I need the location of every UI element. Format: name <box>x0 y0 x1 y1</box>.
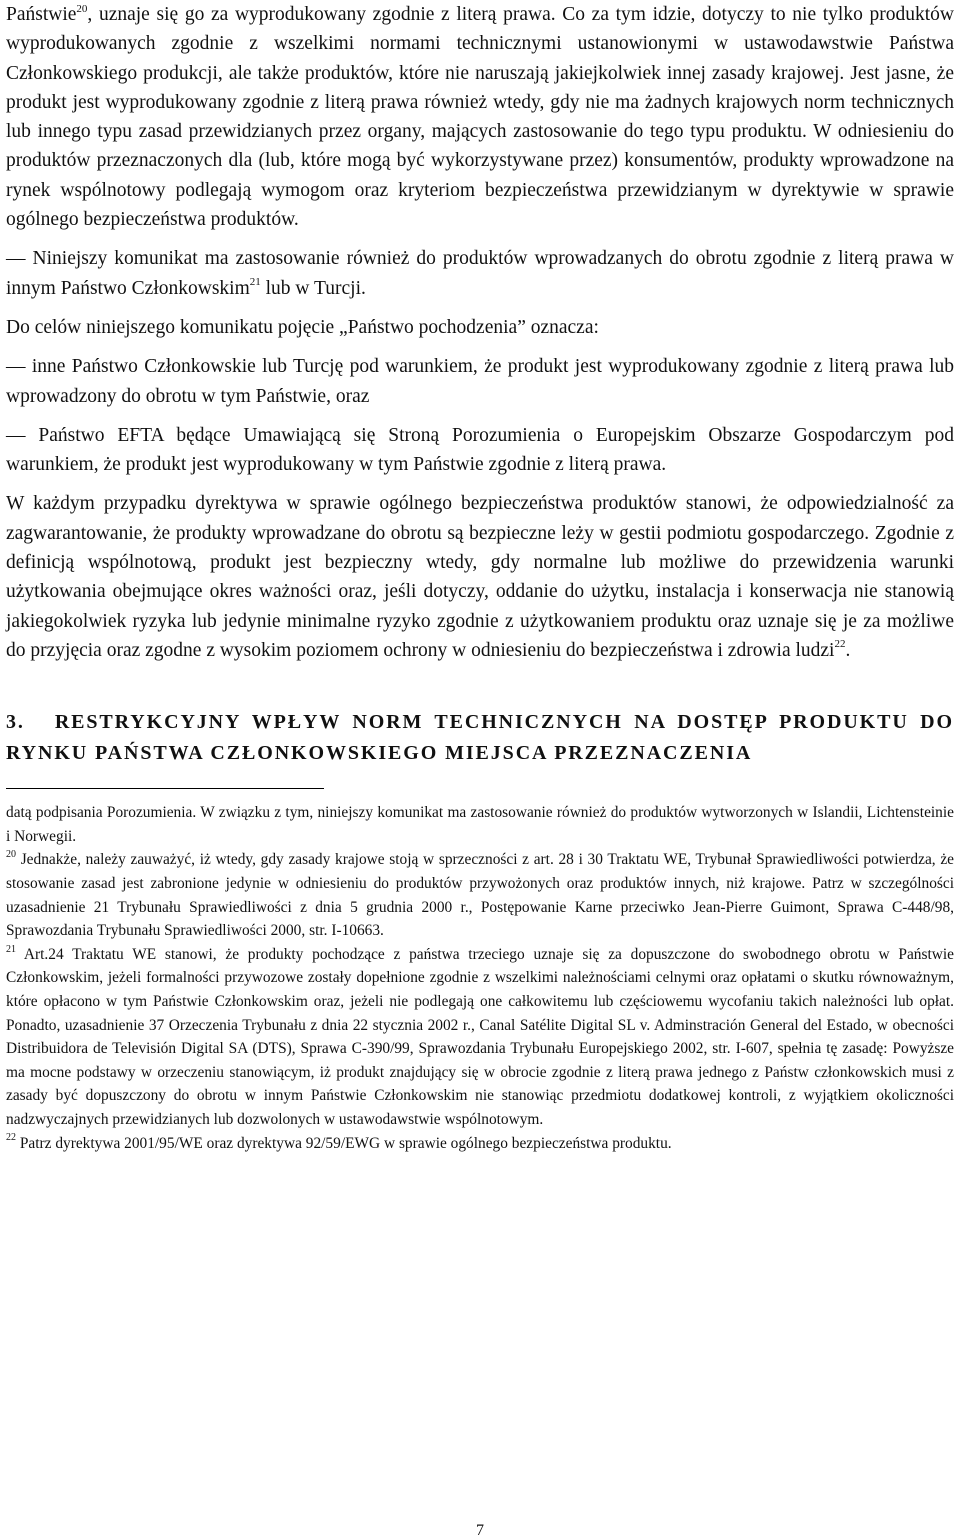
footnote-ref-22: 22 <box>834 638 846 651</box>
footnote-continuation: datą podpisania Porozumienia. W związku z tym, niniejszy komunikat ma zastosowanie również do produktów wytworzonych w Islandii, Lichtensteinie i Norwegii. <box>6 804 954 845</box>
footnote-22 <box>6 1132 954 1156</box>
footnote-20-number: 20 <box>6 849 16 861</box>
paragraph-2 <box>6 244 954 303</box>
paragraph-1-text-end: , uznaje się go za wyprodukowany zgodnie z literą prawa. Co za tym idzie, dotyczy to nie tylko produktów wyprodukowanych zgodnie z wszelkimi normami technicznymi ustanowionymi w ustawodawstwie Państwa Członkowskiego produkcji, ale także produktów, które nie naruszają jakiejkolwiek innej zasady krajowej. Jest jasne, że produkt jest wyprodukowany zgodnie z literą prawa również wtedy, gdy nie ma żadnych krajowych norm technicznych lub innego typu zasad przewidzianych przez organy, mających zastosowanie do tego typu produktu. W odniesieniu do produktów przeznaczonych dla (lub, które mogą być wykorzystywane przez) konsumentów, produkty wprowadzone na rynek wspólnotowy podlegają wymogom oraz kryteriom bezpieczeństwa przewidzianym w dyrektywie w sprawie ogólnego bezpieczeństwa produktów. <box>6 4 954 231</box>
section-title: RESTRYKCYJNY WPŁYW NORM TECHNICZNYCH NA DOSTĘP PRODUKTU DO RYNKU PAŃSTWA CZŁONKOWSKIEGO MIEJSCA PRZEZNACZENIA <box>6 711 954 764</box>
dash-item-2: — Państwo EFTA będące Umawiającą się Stroną Porozumienia o Europejskim Obszarze Gospodarczym pod warunkiem, że produkt jest wyprodukowany w tym Państwie zgodnie z literą prawa. <box>6 424 954 476</box>
footnote-21-number: 21 <box>6 943 16 955</box>
paragraph-6-text-start: W każdym przypadku dyrektywa w sprawie ogólnego bezpieczeństwa produktów stanowi, że odpowiedzialność za zagwarantowanie, że produkty wprowadzane do obrotu są bezpieczne leży w gestii podmiotu gospodarczego. Zgodnie z definicją wspólnotową, produkt jest bezpieczny wtedy, gdy normalne lub możliwe do przewidzenia warunki użytkowania obejmujące okres ważności oraz, jeśli dotyczy, oddanie do użytku, instalacja i konserwacja nie stanowią jakiegokolwiek ryzyka lub jedynie minimalne ryzyko zgodnie z użytkowaniem produktu oraz uznaje się je za możliwe do przyjęcia oraz zgodne z wysokim poziomem ochrony w odniesieniu do bezpieczeństwa i zdrowia ludzi <box>6 493 954 661</box>
document-page <box>6 0 954 1155</box>
section-heading <box>6 707 954 768</box>
footnote-20 <box>6 848 954 942</box>
dash-item-1: — inne Państwo Członkowskie lub Turcję pod warunkiem, że produkt jest wyprodukowany zgodnie z literą prawa lub wprowadzony do obrotu w tym Państwie, oraz <box>6 356 954 407</box>
footnote-20-text: Jednakże, należy zauważyć, iż wtedy, gdy zasady krajowe stoją w sprzeczności z art. 28 i 30 Traktatu WE, Trybunał Sprawiedliwości potwierdza, że stosowanie zasad jest zabronione jedynie w odniesieniu do produktów przywożonych oraz produktów innych, niż krajowe. Patrz w szczególności uzasadnienie 21 Trybunału Sprawiedliwości z dnia 5 grudnia 2000 r., Postępowanie Karne przeciwko Jean-Pierre Guimont, Sprawa C-448/98, Sprawozdania Trybunału Sprawiedliwości 2000, str. I-10663. <box>6 851 954 940</box>
footnote-22-number: 22 <box>6 1132 16 1144</box>
paragraph-2-text-start: — Niniejszy komunikat ma zastosowanie również do produktów wprowadzanych do obrotu zgodnie z literą prawa w innym Państwo Członkowskim <box>6 248 954 299</box>
paragraph-2-text-end: lub w Turcji. <box>260 277 366 299</box>
paragraph-3: Do celów niniejszego komunikatu pojęcie „Państwo pochodzenia” oznacza: <box>6 316 599 338</box>
footnote-ref-21: 21 <box>249 276 261 289</box>
paragraph-6 <box>6 489 954 665</box>
page-number: 7 <box>476 1522 484 1539</box>
paragraph-6-text-end: . <box>845 639 851 661</box>
footnotes <box>6 801 954 1155</box>
paragraph-1-text-start: Państwie <box>6 4 77 25</box>
footnote-ref-20: 20 <box>76 2 88 15</box>
footnote-21-text: Art.24 Traktatu WE stanowi, że produkty pochodzące z państwa trzeciego uznaje się za dopuszczone do swobodnego obrotu w Państwie Członkowskim, jeżeli formalności przywozowe zostały dopełnione zgodnie z wszelkimi należnościami celnymi oraz opłatami o skutku równoważnym, które opłacono w tym Państwie Członkowskim oraz, jeżeli nie podlegają one całkowitemu lub częściowemu wycofaniu takich należności lub opłat. Ponadto, uzasadnienie 37 Orzeczenia Trybunału z dnia 22 stycznia 2002 r., Canal Satélite Digital SL v. Adminstración General del Estado, w obecności Distribuidora de Televisión Digital SA (DTS), Sprawa C-390/99, Sprawozdania Trybunału Europejskiego 2002, str. I-607, spełnia tę zasadę: Powyższe ma mocne podstawy w orzeczeniu stanowiącym, iż produkt znajdujący się w obrocie zgodnie z literą prawa jednego z Państw członkowskich musi z zasady być dopuszczony do obrotu w innym Państwie Członkowskim nie stanowiąc przedmiotu dodatkowej kontroli, z wyjątkiem okoliczności nadzwyczajnych przewidzianych lub dozwolonych w ustawodawstwie wspólnotowym. <box>6 945 954 1128</box>
footnote-separator <box>6 788 324 789</box>
main-text <box>6 0 954 665</box>
paragraph-1 <box>6 0 954 234</box>
footnote-21 <box>6 943 954 1132</box>
section-number: 3. <box>6 711 25 734</box>
footnote-22-text: Patrz dyrektywa 2001/95/WE oraz dyrektywa 92/59/EWG w sprawie ogólnego bezpieczeństwa produktu. <box>16 1134 672 1152</box>
